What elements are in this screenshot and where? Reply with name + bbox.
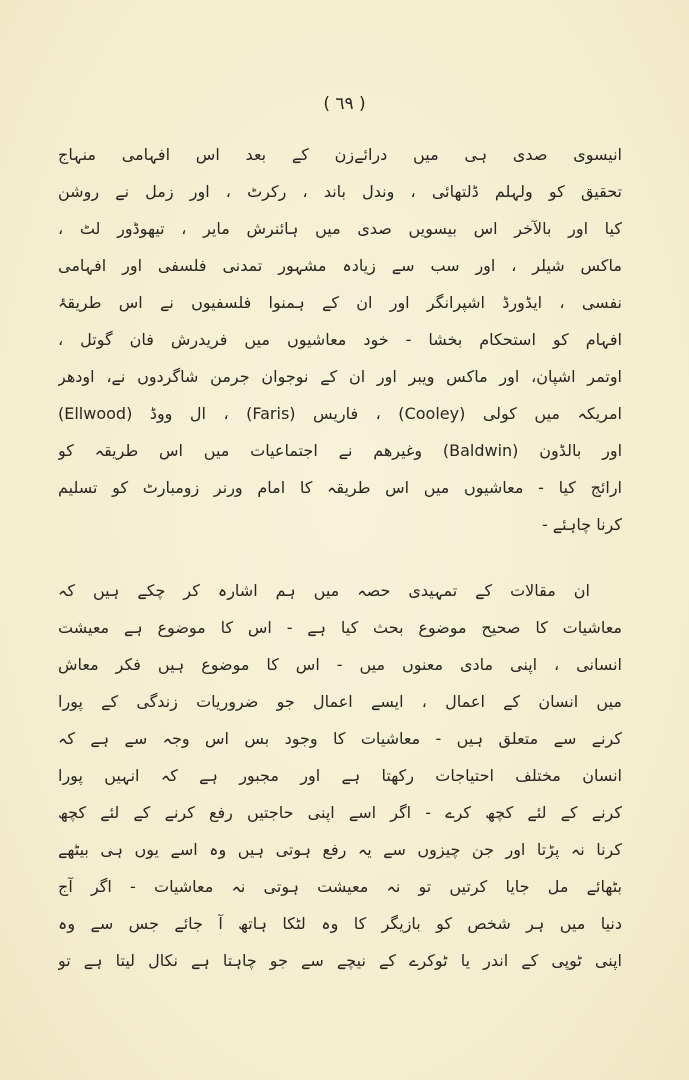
paragraph-1 — [58, 136, 622, 543]
text-line: تحقیق کو ولہلم ڈلتھائی ، وندل باند ، رکرٹ ، اور زمل نے روشن — [58, 182, 622, 201]
text-line: کیا اور بالآخر اس بیسویں صدی میں ہائنرش مایر ، تیھوڈور لٹ ، — [58, 219, 622, 238]
text-line: کرنا نہ پڑتا اور جن چیزوں سے یہ رفع ہوتی ہیں وہ اسے یوں ہی بیٹھے — [58, 840, 622, 859]
text-line: کرنا چاہئے - — [541, 515, 622, 534]
page-number: ( ٦٩ ) — [323, 94, 366, 114]
text-line: ماکس شیلر ، اور سب سے زیادہ مشہور تمدنی فلسفی اور افہامی — [58, 256, 622, 275]
text-line: افہام کو استحکام بخشا - خود معاشیوں میں فریدرش فان گوتل ، — [58, 330, 622, 349]
text-line: کرنے سے متعلق ہیں - معاشیات کا وجود بس اس وجہ سے ہے کہ — [58, 729, 622, 748]
text-line: ارائج کیا - معاشیوں میں اس طریقہ کا امام ورنر زومبارٹ کو تسلیم — [58, 478, 622, 497]
text-line: معاشیات کا صحیح موضوع بحث کیا ہے - اس کا موضوع ہے معیشت — [58, 618, 622, 637]
text-line: اوتمر اشپان، اور ماکس ویبر اور ان کے نوجوان جرمن شاگردوں نے، اودھر — [58, 367, 622, 386]
text-line: امریکہ میں کولی (Cooley) ، فاریس (Faris) ، ال ووڈ (Ellwood) — [58, 404, 622, 423]
text-line: کرنے کے لئے کچھ کرے - اگر اسے اپنی حاجتیں رفع کرنے کے لئے کچھ — [58, 803, 622, 822]
text-line: میں انسان کے اعمال ، ایسے اعمال جو ضروریات زندگی کے پورا — [58, 692, 622, 711]
paragraph-2 — [58, 572, 622, 979]
text-line: ان مقالات کے تمہیدی حصہ میں ہم اشارہ کر چکے ہیں کہ — [58, 581, 590, 600]
text-line: انسان مختلف احتیاجات رکھتا ہے اور مجبور ہے کہ انہیں پورا — [58, 766, 622, 785]
text-line: اور بالڈون (Baldwin) وغیرھم نے اجتماعیات میں اس طریقہ کو — [58, 441, 622, 460]
text-line: دنیا میں ہر شخص کو بازیگر کا وہ لٹکا ہاتھ آ جائے جس سے وہ — [58, 914, 622, 933]
text-line: بٹھائے مل جایا کرتیں تو نہ معیشت ہوتی نہ معاشیات - اگر آج — [58, 877, 622, 896]
text-line: اپنی ٹوپی کے اندر یا ٹوکرے کے نیچے سے جو چاہتا ہے نکال لیتا ہے تو — [58, 951, 622, 970]
text-line: انیسوی صدی ہی میں درائےزن کے بعد اس افہامی منہاج — [58, 145, 622, 164]
text-line: انسانی ، اپنی مادی معنوں میں - اس کا موضوع ہیں فکر معاش — [58, 655, 622, 674]
text-line: نفسی ، ایڈورڈ اشپرانگر اور ان کے ہمنوا فلسفیوں نے اس طریقۂ — [58, 293, 622, 312]
